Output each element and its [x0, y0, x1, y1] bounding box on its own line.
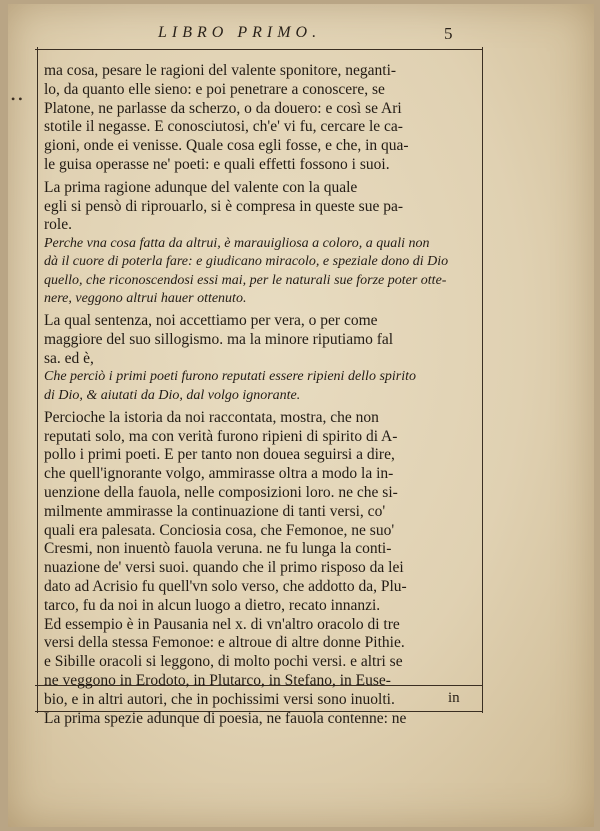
quoted-text-line: dà il cuore di poterla fare: e giudicano miracolo, e speziale dono di Dio: [44, 254, 449, 270]
top-rule: [35, 49, 483, 50]
text-line: pollo i primi poeti. E per tanto non doueа seguirsi a dire,: [44, 446, 395, 464]
text-line: milmente ammirasse la continuazione di tanti versi, co': [44, 502, 386, 520]
text-line: lo, da quanto elle sieno: e poi penetrare a conoscere, se: [44, 80, 385, 98]
text-line: Percioche la istoria da noi raccontata, mostra, che non: [44, 408, 379, 426]
margin-mark: • •: [11, 92, 23, 106]
text-line: role.: [44, 216, 72, 234]
text-line: tarco, fu da noi in alcun luogo a dietro, recato innanzi.: [44, 596, 381, 614]
text-body: [44, 62, 478, 728]
text-line: Ed essempio è in Pausania nel x. di vn'altro oracolo di tre: [44, 615, 400, 633]
text-line: nuazione de' versi suoi. quando che il primo risposo da lei: [44, 559, 404, 577]
text-line: che quell'ignorante volgo, ammirasse oltra a modo la in-: [44, 465, 394, 483]
quoted-text-line: nere, veggono altrui hauer ottenuto.: [44, 290, 247, 306]
text-line: quali era palesata. Conciosia cosa, che Femonoe, ne suo': [44, 521, 395, 539]
text-line: reputati solo, ma con verità furono ripieni di spirito di A-: [44, 427, 398, 445]
text-line: gioni, onde ei venisse. Quale cosa egli fosse, e che, in qua-: [44, 137, 409, 155]
text-line: ne veggono in Erodoto, in Plutarco, in Stefano, in Euse-: [44, 671, 391, 689]
text-line: La qual sentenza, noi accettiamo per vera, o per come: [44, 311, 378, 329]
text-line: le guisa operasse ne' poeti: e quali effetti fossono i suoi.: [44, 155, 390, 173]
quoted-text-line: Perche vna cosa fatta da altrui, è marauigliosa a coloro, a quali non: [44, 236, 430, 252]
running-head: LIBRO PRIMO.: [158, 24, 322, 41]
quoted-text-line: di Dio, & aiutati da Dio, dal volgo ignorante.: [44, 387, 301, 403]
text-line: Platone, ne parlasse da scherzo, o da douero: e così se Ari: [44, 99, 402, 117]
quoted-text-line: quello, che riconoscendosi essi mai, per le naturali sue forze poter otte-: [44, 272, 447, 288]
text-line: stotile il negasse. E conosciutosi, ch'e' vi fu, cercare le ca-: [44, 118, 403, 136]
text-line: La prima spezie adunque di poesia, ne fauola contenne: ne: [44, 709, 407, 727]
quoted-text-line: Che perciò i primi poeti furono reputati essere ripieni dello spirito: [44, 369, 417, 385]
page-number: 5: [444, 24, 453, 43]
catchword: in: [448, 690, 460, 706]
text-line: egli si pensò di riprouarlo, si è compresa in queste sue pa-: [44, 197, 403, 215]
text-line: uenzione della fauola, nelle composizioni loro. ne che si-: [44, 483, 398, 501]
text-line: e Sibille oracoli si leggono, di molto pochi versi. e altri se: [44, 653, 403, 671]
text-line: versi della stessa Femonoe: e altroue di altre donne Pithie.: [44, 634, 405, 652]
text-line: maggiore del suo sillogismo. ma la minore riputiamo fal: [44, 330, 394, 348]
text-line: Cresmi, non inuentò fauola veruna. ne fu lunga la conti-: [44, 540, 392, 558]
book-page: [8, 4, 594, 827]
text-line: ma cosa, pesare le ragioni del valente sponitore, neganti-: [44, 62, 397, 79]
text-line: La prima ragione adunque del valente con la quale: [44, 178, 358, 196]
text-line: dato ad Acrisio fu quell'vn solo verso, che addotto da, Plu-: [44, 577, 407, 595]
text-line: bio, e in altri autori, che in pochissimi versi sono inuolti.: [44, 690, 395, 708]
text-line: sa. ed è,: [44, 349, 94, 367]
